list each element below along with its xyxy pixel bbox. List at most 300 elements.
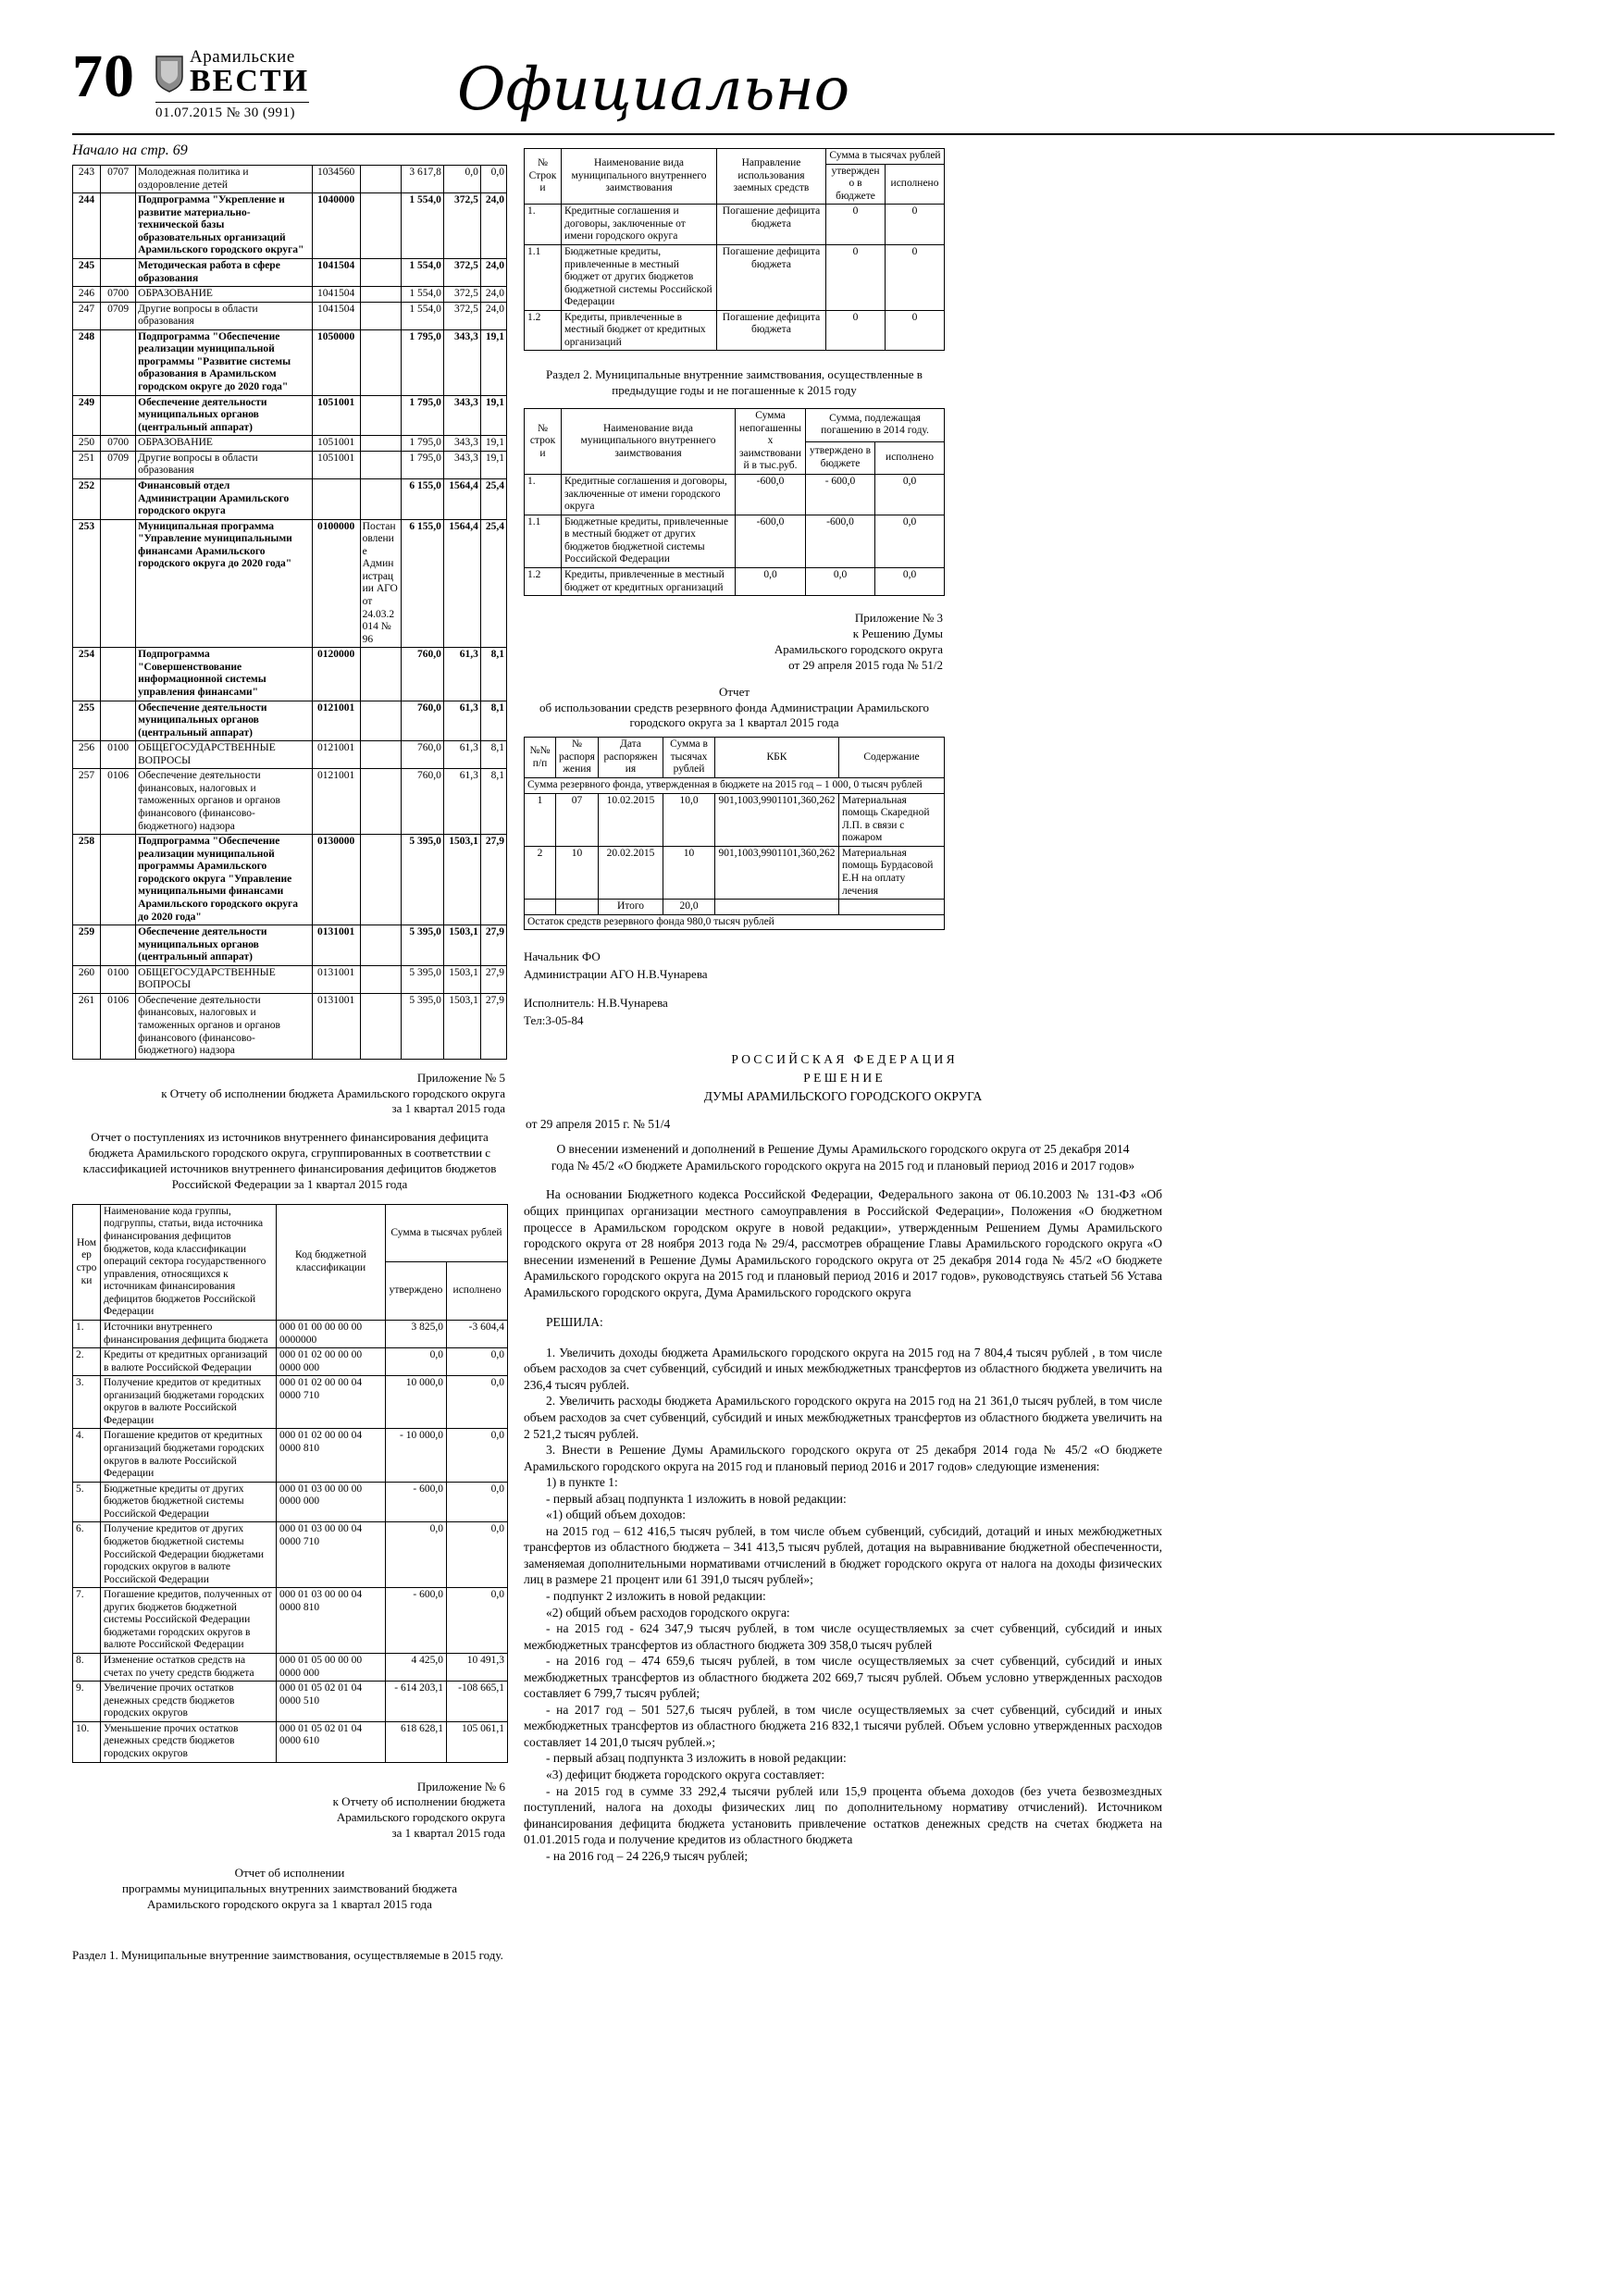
text-line: ДУМЫ АРАМИЛЬСКОГО ГОРОДСКОГО ОКРУГА xyxy=(703,1089,983,1104)
reserve-fund-table xyxy=(524,737,945,930)
table-cell: 24,0 xyxy=(480,193,506,259)
section-title: Официально xyxy=(457,56,850,124)
council-decision xyxy=(524,1050,1162,1865)
text-line: Арамильского городского округа xyxy=(774,641,943,656)
table-cell: 0,0 xyxy=(875,567,945,595)
text-line: Приложение № 3 xyxy=(854,611,943,626)
table-cell: 261 xyxy=(73,993,101,1059)
text-line: Р О С С И Й С К А Я Ф Е Д Е Р А Ц И Я xyxy=(731,1051,955,1066)
table-row xyxy=(73,1721,508,1762)
table-cell xyxy=(360,287,401,303)
table-cell: 000 01 00 00 00 00 0000000 xyxy=(277,1320,386,1347)
table-cell xyxy=(360,302,401,329)
table-cell: ОБЩЕГОСУДАРСТВЕННЫЕ ВОПРОСЫ xyxy=(136,741,312,769)
text-line: к Отчету об исполнении бюджета xyxy=(332,1794,505,1809)
col-header-sum: Сумма в тысячах рублей xyxy=(386,1204,508,1262)
annex6-note xyxy=(72,1780,505,1843)
table-cell: Уменьшение прочих остатков денежных средств бюджетов городских округов xyxy=(101,1721,277,1762)
table-cell: 000 01 02 00 00 04 0000 710 xyxy=(277,1376,386,1429)
table-row xyxy=(73,1588,508,1654)
table-cell: 24,0 xyxy=(480,287,506,303)
table-cell: 8,1 xyxy=(480,741,506,769)
col-header-budget-code: Код бюджетной классификации xyxy=(277,1204,386,1320)
table-cell: 0100 xyxy=(101,965,136,993)
table-cell: 0106 xyxy=(101,769,136,835)
table-cell: Подпрограмма "Совершенствование информационной системы управления финансами" xyxy=(136,648,312,701)
table-cell: 1.1 xyxy=(525,244,562,310)
table-cell: 1051001 xyxy=(312,436,360,452)
table-cell: 0131001 xyxy=(312,965,360,993)
text-line: - на 2015 год - 624 347,9 тысяч рублей, в том числе осуществляемых за счет субвенций, субсидий и иных межбюджетных трансфертов из областного бюджета 309 358,0 тысяч рублей xyxy=(524,1621,1162,1652)
table-cell: ОБЩЕГОСУДАРСТВЕННЫЕ ВОПРОСЫ xyxy=(136,965,312,993)
text-line: - на 2015 год в сумме 33 292,4 тысячи рублей или 15,9 процента объема доходов (без учета безвозмездных поступлений, налога на доходы физических лиц по дополнительному нормативу отчислений). Источником финансирования дефицита бюджета установить привлечение остатков денежных средств на счетах бюджета на 01.01.2015 года и получение кредитов из областного бюджета xyxy=(524,1783,1162,1847)
text-line: Арамильского городского округа за 1 квартал 2015 года xyxy=(147,1896,432,1911)
table-cell xyxy=(101,329,136,395)
table-cell: 0,0 xyxy=(447,1588,508,1654)
table-cell: 0130000 xyxy=(312,835,360,925)
table-row xyxy=(73,965,507,993)
table-cell: 1503,1 xyxy=(443,965,480,993)
table-row xyxy=(73,1522,508,1588)
page-number: 70 xyxy=(72,43,135,110)
table-cell: 254 xyxy=(73,648,101,701)
table-cell: 1.2 xyxy=(525,310,562,351)
table-row xyxy=(73,993,507,1059)
table-cell: 19,1 xyxy=(480,395,506,436)
budget-execution-table xyxy=(72,165,507,1060)
table-cell: 0131001 xyxy=(312,993,360,1059)
table-cell: 257 xyxy=(73,769,101,835)
table-cell: -108 665,1 xyxy=(447,1682,508,1722)
table-cell: - 600,0 xyxy=(386,1482,447,1522)
table-cell: 0700 xyxy=(101,436,136,452)
table-cell: -600,0 xyxy=(806,515,875,567)
text-line: На основании Бюджетного кодекса Российской Федерации, Федерального закона от 06.10.2003 № 131-ФЗ «Об общих принципах организации местного самоуправления в Российской Федерации», Положения «О бюджетном процессе в Арамильском городском округе в новой редакции», утвержденным Решением Думы Арамильского городского округа от 28 ноября 2013 года № 29/4, рассмотрев обращение Главы Арамильского городского округа «О внесении изменений в Решение Думы Арамильского городского округа от 25 декабря 2014 года № 45/2 «О бюджете Арамильского городского округа на 2015 год и плановый период 2016 и 2017 годов», руководствуясь статьей 56 Устава Арамильского городского округа, Дума Арамильского городского округа xyxy=(524,1187,1162,1299)
table-cell xyxy=(360,648,401,701)
col-header-approved: утверждено в бюджете xyxy=(826,164,886,205)
table-cell: 251 xyxy=(73,451,101,478)
text-line: Исполнитель: Н.В.Чунарева xyxy=(524,995,668,1010)
text-line: «3) дефицит бюджета городского округа составляет: xyxy=(546,1768,825,1782)
table-cell xyxy=(360,769,401,835)
table-cell: 000 01 02 00 00 04 0000 810 xyxy=(277,1429,386,1482)
table-cell: 0,0 xyxy=(386,1522,447,1588)
table-cell: 19,1 xyxy=(480,436,506,452)
table-cell: 259 xyxy=(73,925,101,966)
table-cell: 2 xyxy=(525,846,556,899)
table-cell xyxy=(101,925,136,966)
table-row xyxy=(525,310,945,351)
col-header-borrowing-name: Наименование вида муниципального внутреннего заимствования xyxy=(562,149,717,205)
text-line: - подпункт 2 изложить в новой редакции: xyxy=(546,1589,766,1603)
table-cell: Материальная помощь Скаредной Л.П. в связи с пожаром xyxy=(839,793,945,846)
decision-body xyxy=(524,1186,1162,1864)
newspaper-brand xyxy=(155,48,309,121)
brand-name-top: Арамильские xyxy=(190,47,295,67)
table-cell: ОБРАЗОВАНИЕ xyxy=(136,436,312,452)
col-header-executed: исполнено xyxy=(886,164,945,205)
text-line: Тел:3-05-84 xyxy=(524,1012,584,1027)
table-cell: 249 xyxy=(73,395,101,436)
reserve-report-title xyxy=(524,685,945,732)
text-line: 3. Внести в Решение Думы Арамильского городского округа от 25 декабря 2014 года № 45/2 «О бюджете Арамильского городского округа на 2015 год и плановый период 2016 и 2017 годов» следующие изменения: xyxy=(524,1443,1162,1473)
table-cell: ОБРАЗОВАНИЕ xyxy=(136,287,312,303)
table-cell: Источники внутреннего финансирования дефицита бюджета xyxy=(101,1320,277,1347)
col-header-borrowing-name: Наименование вида муниципального внутреннего заимствования xyxy=(562,409,736,475)
table-cell: 372,5 xyxy=(443,258,480,286)
table-cell: 372,5 xyxy=(443,193,480,259)
table-row xyxy=(73,648,507,701)
table-cell: 4 425,0 xyxy=(386,1654,447,1682)
col-header-unpaid-sum: Сумма непогашенных заимствований в тыс.руб. xyxy=(736,409,806,475)
table-cell: 1 554,0 xyxy=(401,258,443,286)
brand-name-bottom: ВЕСТИ xyxy=(190,64,310,98)
table-row xyxy=(73,1348,508,1376)
table-cell: Муниципальная программа "Управление муниципальными финансами Арамильского городского округа до 2020 года" xyxy=(136,519,312,648)
table-cell xyxy=(360,451,401,478)
table-cell: 6 155,0 xyxy=(401,519,443,648)
table-cell: 19,1 xyxy=(480,329,506,395)
table-cell: 5 395,0 xyxy=(401,993,443,1059)
table-row xyxy=(73,395,507,436)
decision-date: от 29 апреля 2015 г. № 51/4 xyxy=(526,1117,671,1132)
table-cell: 0 xyxy=(886,205,945,245)
table-cell: 0,0 xyxy=(447,1482,508,1522)
right-column xyxy=(524,139,1555,1963)
text-line: Р Е Ш Е Н И Е xyxy=(803,1070,883,1085)
table-cell: - 10 000,0 xyxy=(386,1429,447,1482)
table-cell xyxy=(360,258,401,286)
table-cell: 0,0 xyxy=(386,1348,447,1376)
table-cell: 1040000 xyxy=(312,193,360,259)
table-cell xyxy=(360,166,401,193)
table-cell: 1503,1 xyxy=(443,993,480,1059)
table-cell: Методическая работа в сфере образования xyxy=(136,258,312,286)
table-cell: Финансовый отдел Администрации Арамильского городского округа xyxy=(136,478,312,519)
table-cell: Изменение остатков средств на счетах по учету средств бюджета xyxy=(101,1654,277,1682)
table-cell: 8,1 xyxy=(480,701,506,741)
table-cell xyxy=(360,329,401,395)
col-header-due-sum: Сумма, подлежащая погашению в 2014 году. xyxy=(806,409,945,441)
text-line: Приложение № 5 xyxy=(416,1070,505,1085)
col-header-approved: утверждено в бюджете xyxy=(806,441,875,474)
table-cell: Бюджетные кредиты, привлеченные в местный бюджет от других бюджетов бюджетной системы Российской Федерации xyxy=(562,244,717,310)
table-cell: 256 xyxy=(73,741,101,769)
table-cell: 1. xyxy=(525,205,562,245)
table-cell: 343,3 xyxy=(443,329,480,395)
annex3-note xyxy=(524,611,943,674)
table-cell: Постановление Администрации АГО от 24.03.2014 № 96 xyxy=(360,519,401,648)
table-cell: Другие вопросы в области образования xyxy=(136,302,312,329)
table-row xyxy=(73,436,507,452)
table-cell: 10 xyxy=(556,846,599,899)
table-cell: Погашение дефицита бюджета xyxy=(717,310,826,351)
signature-block xyxy=(524,949,945,984)
table-cell: 61,3 xyxy=(443,769,480,835)
table-cell: Подпрограмма "Обеспечение реализации муниципальной программы Арамильского городского округа "Управление муниципальными финансами Арамильского городского округа до 2020 года" xyxy=(136,835,312,925)
table-cell: Бюджетные кредиты, привлеченные в местный бюджет от других бюджетов бюджетной системы Российской Федерации xyxy=(562,515,736,567)
table-cell xyxy=(360,965,401,993)
table-cell: 258 xyxy=(73,835,101,925)
text-line: 1. Увеличить доходы бюджета Арамильского городского округа на 2015 год на 7 804,4 тысяч рублей , в том числе объем расходов за счет субвенций, субсидий и иных межбюджетных трансфертов из областного бюджета увеличить на 236,4 тысяч рублей. xyxy=(524,1345,1162,1392)
table-cell: 1. xyxy=(73,1320,101,1347)
table-cell: 0 xyxy=(886,244,945,310)
table-cell: 343,3 xyxy=(443,451,480,478)
table-cell: 5 395,0 xyxy=(401,835,443,925)
table-cell: 10 491,3 xyxy=(447,1654,508,1682)
table-cell xyxy=(715,900,839,915)
table-cell: 0 xyxy=(826,205,886,245)
text-line: - на 2017 год – 501 527,6 тысяч рублей, в том числе осуществляемых за счет субвенций, субсидий и иных межбюджетных трансфертов из областного бюджета 216 832,1 тысячи рублей. Объем условно утвержденных расходов составляет 14 201,0 тысяч рублей.»; xyxy=(524,1702,1162,1749)
table-cell: 000 01 03 00 00 04 0000 710 xyxy=(277,1522,386,1588)
table-cell: 1 xyxy=(525,793,556,846)
table-cell: 0120000 xyxy=(312,648,360,701)
table-cell: Молодежная политика и оздоровление детей xyxy=(136,166,312,193)
table-cell: 6. xyxy=(73,1522,101,1588)
table-cell xyxy=(312,478,360,519)
table-row xyxy=(73,1376,508,1429)
table-cell: 0 xyxy=(826,310,886,351)
table-cell: Подпрограмма "Обеспечение реализации муниципальной программы "Развитие системы образования в Арамильском городском округе до 2020 года" xyxy=(136,329,312,395)
col-header-content: Содержание xyxy=(839,738,945,778)
text-line: «2) общий объем расходов городского округа: xyxy=(546,1605,790,1620)
table-row xyxy=(73,1482,508,1522)
table-cell: Получение кредитов от кредитных организаций бюджетами городских округов в валюте Российской Федерации xyxy=(101,1376,277,1429)
table-cell: 1 554,0 xyxy=(401,287,443,303)
table-cell xyxy=(101,193,136,259)
table-cell: 24,0 xyxy=(480,302,506,329)
table-row xyxy=(73,925,507,966)
table-cell: 24,0 xyxy=(480,258,506,286)
table-cell: 6 155,0 xyxy=(401,478,443,519)
text-line: Арамильского городского округа xyxy=(336,1810,505,1825)
table-cell: Кредитные соглашения и договоры, заключенные от имени городского округа xyxy=(562,475,736,515)
table-cell: 0100 xyxy=(101,741,136,769)
col-header-sum: Сумма в тысячах рублей xyxy=(826,149,945,165)
table-cell: 0,0 xyxy=(443,166,480,193)
table-cell xyxy=(360,925,401,966)
table-cell xyxy=(360,436,401,452)
table-cell: Обеспечение деятельности муниципальных органов (центральный аппарат) xyxy=(136,925,312,966)
table-cell: Сумма резервного фонда, утвержденная в бюджете на 2015 год – 1 000, 0 тысяч рублей xyxy=(525,778,945,794)
table-cell: 8. xyxy=(73,1654,101,1682)
table-cell: 0,0 xyxy=(875,475,945,515)
table-cell: 247 xyxy=(73,302,101,329)
table-cell: -600,0 xyxy=(736,475,806,515)
table-row xyxy=(525,900,945,915)
table-cell: - 600,0 xyxy=(806,475,875,515)
borrowings-2015-table xyxy=(524,148,945,351)
table-cell: 2. xyxy=(73,1348,101,1376)
table-cell xyxy=(360,701,401,741)
table-cell: 61,3 xyxy=(443,648,480,701)
table-header-row xyxy=(525,409,945,441)
executor-block xyxy=(524,995,945,1030)
table-cell xyxy=(360,993,401,1059)
table-cell: Получение кредитов от других бюджетов бюджетной системы Российской Федерации бюджетами городских округов в валюте Российской Федерации xyxy=(101,1522,277,1588)
table-cell: Обеспечение деятельности муниципальных органов (центральный аппарат) xyxy=(136,701,312,741)
table-cell: 3. xyxy=(73,1376,101,1429)
table-row xyxy=(73,741,507,769)
borrowings-report-title xyxy=(72,1866,507,1913)
table-cell: 0,0 xyxy=(875,515,945,567)
table-cell: Кредитные соглашения и договоры, заключенные от имени городского округа xyxy=(562,205,717,245)
table-cell: Погашение дефицита бюджета xyxy=(717,244,826,310)
table-cell: 252 xyxy=(73,478,101,519)
table-cell: 8,1 xyxy=(480,769,506,835)
table-cell: 0,0 xyxy=(736,567,806,595)
table-cell xyxy=(101,648,136,701)
table-header-row xyxy=(525,738,945,778)
table-cell xyxy=(839,900,945,915)
table-cell: 0700 xyxy=(101,287,136,303)
table-cell: 1564,4 xyxy=(443,519,480,648)
table-cell: 0131001 xyxy=(312,925,360,966)
table-cell: 5 395,0 xyxy=(401,965,443,993)
text-line: Начальник ФО xyxy=(524,949,601,964)
table-cell: - 614 203,1 xyxy=(386,1682,447,1722)
table-cell xyxy=(525,900,556,915)
content-columns xyxy=(72,139,1555,1963)
table-cell: Обеспечение деятельности финансовых, налоговых и таможенных органов и органов финансового (финансово-бюджетного) надзора xyxy=(136,769,312,835)
col-header-use-direction: Направление использования заемных средств xyxy=(717,149,826,205)
table-cell: Подпрограмма "Укрепление и развитие материально- технической базы образовательных организаций Арамильского городского округа" xyxy=(136,193,312,259)
table-cell: Кредиты, привлеченные в местный бюджет от кредитных организаций xyxy=(562,567,736,595)
table-cell: 27,9 xyxy=(480,965,506,993)
table-cell: 25,4 xyxy=(480,519,506,648)
table-cell: 0 xyxy=(886,310,945,351)
col-header-executed: исполнено xyxy=(875,441,945,474)
continuation-note: Начало на стр. 69 xyxy=(72,143,188,158)
table-cell: 10. xyxy=(73,1721,101,1762)
col-header-order-date: Дата распоряжения xyxy=(599,738,663,778)
table-cell: 20,0 xyxy=(663,900,715,915)
left-column xyxy=(72,139,507,1963)
col-header-row-number: № строки xyxy=(525,409,562,475)
table-row xyxy=(525,515,945,567)
col-header-item-number: №№ п/п xyxy=(525,738,556,778)
table-cell xyxy=(101,519,136,648)
table-row xyxy=(525,567,945,595)
table-cell xyxy=(556,900,599,915)
table-cell: 372,5 xyxy=(443,302,480,329)
borrowings-previous-years-table xyxy=(524,408,945,596)
table-row xyxy=(73,1429,508,1482)
text-line: на 2015 год – 612 416,5 тысяч рублей, в том числе объем субвенций, субсидий, дотаций и иных межбюджетных трансфертов из областного бюджета – 341 413,5 тысяч рублей, дотация на выравнивание бюджетной обеспеченности, заменяемая дополнительными нормативами отчислений в бюджет городского округа от налога на доходы физических лиц в размере 21 процент или 61 391,0 тысяч рублей»; xyxy=(524,1523,1162,1587)
table-cell xyxy=(101,395,136,436)
text-line: за 1 квартал 2015 года xyxy=(391,1101,505,1116)
fin-report-title: Отчет о поступлениях из источников внутреннего финансирования дефицита бюджета Арамильского городского округа, сгруппированных в соответствии с классификацией источников внутреннего финансирования дефицитов бюджетов Российской Федерации за 1 квартал 2015 года xyxy=(82,1130,497,1192)
table-cell: 1050000 xyxy=(312,329,360,395)
table-cell: 343,3 xyxy=(443,395,480,436)
table-cell: 248 xyxy=(73,329,101,395)
table-cell xyxy=(101,478,136,519)
table-cell xyxy=(360,193,401,259)
table-row xyxy=(73,1682,508,1722)
table-row xyxy=(73,193,507,259)
deficit-financing-table xyxy=(72,1204,508,1763)
col-header-source-name: Наименование кода группы, подгруппы, статьи, вида источника финансирования дефицитов бюджетов, кода классификации операций сектора государственного управления, относящихся к источникам финансирования дефицитов бюджетов Российской Федерации xyxy=(101,1204,277,1320)
table-row xyxy=(73,478,507,519)
table-cell xyxy=(360,478,401,519)
table-cell: -600,0 xyxy=(736,515,806,567)
table-cell: 0121001 xyxy=(312,741,360,769)
table-cell: 0709 xyxy=(101,302,136,329)
table-cell: 0,0 xyxy=(806,567,875,595)
table-row xyxy=(73,451,507,478)
table-cell: 901,1003,9901101,360,262 xyxy=(715,793,839,846)
table-row xyxy=(525,846,945,899)
table-cell: 1 795,0 xyxy=(401,436,443,452)
table-cell: 1 795,0 xyxy=(401,329,443,395)
table-cell: 27,9 xyxy=(480,835,506,925)
decision-heading xyxy=(524,1050,1162,1107)
table-cell: 1564,4 xyxy=(443,478,480,519)
table-row xyxy=(525,205,945,245)
text-line: - на 2016 год – 24 226,9 тысяч рублей; xyxy=(546,1848,749,1863)
table-row xyxy=(525,914,945,930)
table-cell: Остаток средств резервного фонда 980,0 тысяч рублей xyxy=(525,914,945,930)
table-cell: 61,3 xyxy=(443,701,480,741)
col-header-kbk: КБК xyxy=(715,738,839,778)
text-line: РЕШИЛА: xyxy=(546,1315,603,1330)
table-cell: 0,0 xyxy=(447,1429,508,1482)
table-cell: Увеличение прочих остатков денежных средств бюджетов городских округов xyxy=(101,1682,277,1722)
table-cell: 1 554,0 xyxy=(401,302,443,329)
table-cell: Погашение кредитов от кредитных организаций бюджетами городских округов в валюте Российской Федерации xyxy=(101,1429,277,1482)
table-cell: 1.1 xyxy=(525,515,562,567)
section2-caption: Раздел 2. Муниципальные внутренние заимствования, осуществленные в предыдущие годы и не погашенные к 2015 году xyxy=(546,367,923,398)
table-cell: 9. xyxy=(73,1682,101,1722)
col-header-order-number: № распоряжения xyxy=(556,738,599,778)
text-line: от 29 апреля 2015 года № 51/2 xyxy=(788,657,943,672)
table-cell: 243 xyxy=(73,166,101,193)
table-cell: 8,1 xyxy=(480,648,506,701)
table-cell: 19,1 xyxy=(480,451,506,478)
text-line: Администрации АГО Н.В.Чунарева xyxy=(524,967,708,982)
table-cell: 260 xyxy=(73,965,101,993)
table-cell: 1041504 xyxy=(312,287,360,303)
table-cell: 618 628,1 xyxy=(386,1721,447,1762)
table-cell xyxy=(360,835,401,925)
table-cell: 27,9 xyxy=(480,925,506,966)
table-cell: Обеспечение деятельности муниципальных органов (центральный аппарат) xyxy=(136,395,312,436)
table-cell xyxy=(101,835,136,925)
table-cell: 1034560 xyxy=(312,166,360,193)
table-cell: 20.02.2015 xyxy=(599,846,663,899)
text-line: - первый абзац подпункта 3 изложить в новой редакции: xyxy=(546,1751,847,1766)
table-cell: 372,5 xyxy=(443,287,480,303)
table-cell: 25,4 xyxy=(480,478,506,519)
table-cell: 244 xyxy=(73,193,101,259)
table-cell xyxy=(101,258,136,286)
table-cell: Другие вопросы в области образования xyxy=(136,451,312,478)
table-cell: 901,1003,9901101,360,262 xyxy=(715,846,839,899)
table-cell: 253 xyxy=(73,519,101,648)
table-cell: - 600,0 xyxy=(386,1588,447,1654)
table-row xyxy=(73,519,507,648)
table-cell: 1 795,0 xyxy=(401,451,443,478)
table-cell: Обеспечение деятельности финансовых, налоговых и таможенных органов и органов финансового (финансово-бюджетного) надзора xyxy=(136,993,312,1059)
table-cell: Погашение кредитов, полученных от других бюджетов бюджетной системы Российской Федерации бюджетами городских округов в валюте Российской Федерации xyxy=(101,1588,277,1654)
table-cell: Итого xyxy=(599,900,663,915)
col-header-row-number: № Строки xyxy=(525,149,562,205)
text-line: - на 2016 год – 474 659,6 тысяч рублей, в том числе осуществляемых за счет субвенций, субсидий и иных межбюджетных трансфертов из областного бюджета 202 669,7 тысяч рублей. Объем условно утвержденных расходов составляет 6 799,7 тысяч рублей; xyxy=(524,1654,1162,1701)
table-cell: 10 xyxy=(663,846,715,899)
table-cell: Материальная помощь Бурдасовой Е.Н на оплату лечения xyxy=(839,846,945,899)
text-line: Отчет об исполнении xyxy=(234,1866,345,1880)
table-cell: 0,0 xyxy=(480,166,506,193)
